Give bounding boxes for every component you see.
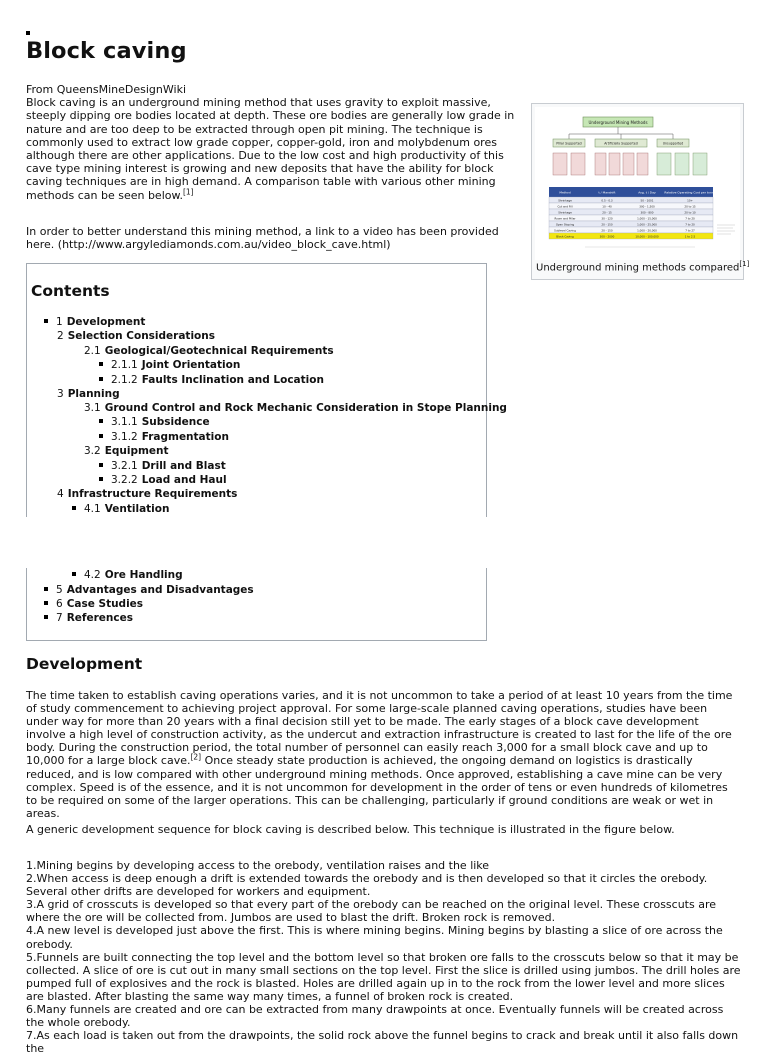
step-1: 1.Mining begins by developing access to the orebody, ventilation raises and the like xyxy=(26,859,490,872)
toc-title: Contents xyxy=(31,282,110,300)
svg-text:Method: Method xyxy=(559,190,571,195)
toc-item-7[interactable]: 7 References xyxy=(44,612,133,625)
svg-text:300 - 2000: 300 - 2000 xyxy=(599,234,615,239)
svg-text:7 to 27: 7 to 27 xyxy=(685,228,695,233)
svg-text:50 - 1001: 50 - 1001 xyxy=(640,198,654,203)
svg-text:Open Stoping: Open Stoping xyxy=(555,222,575,227)
svg-text:1,000 - 25,000: 1,000 - 25,000 xyxy=(637,222,657,227)
svg-text:30 - 120: 30 - 120 xyxy=(601,216,613,221)
svg-text:20 - 150: 20 - 150 xyxy=(601,222,613,227)
toc-item-4-1[interactable]: 4.1 Ventilation xyxy=(72,503,169,516)
svg-text:20 to 15: 20 to 15 xyxy=(684,204,696,209)
mining-methods-figure[interactable] xyxy=(535,107,740,260)
top-bullet-marker xyxy=(26,31,30,35)
step-4: 4.A new level is developed just above the first. This is where mining begins. Mining begins by blasting a slice of ore across the orebody. xyxy=(26,924,723,951)
mining-methods-diagram xyxy=(535,107,740,260)
svg-text:Block Caving: Block Caving xyxy=(556,234,574,239)
toc-item-2-1[interactable]: 2.1 Geological/Geotechnical Requirements xyxy=(84,345,334,357)
svg-text:Shrinkage: Shrinkage xyxy=(558,210,572,215)
lead-section xyxy=(26,83,516,202)
svg-text:Room and Pillar: Room and Pillar xyxy=(554,216,576,221)
development-heading: Development xyxy=(26,655,143,673)
development-steps xyxy=(26,859,741,1055)
step-3: 3.A grid of crosscuts is developed so that every part of the orebody can be reached on the original level. These crosscuts are where the ore will be collected from. Jumbos are used to blast the drift. Broken rock is removed. xyxy=(26,898,717,925)
svg-text:0.5 - 0.3: 0.5 - 0.3 xyxy=(601,198,613,203)
toc-item-3[interactable]: 3 Planning xyxy=(57,388,120,400)
toc-item-3-2-2[interactable]: 3.2.2 Load and Haul xyxy=(99,474,227,487)
svg-text:1,000 - 15,000: 1,000 - 15,000 xyxy=(637,216,657,221)
development-paragraph-2: A generic development sequence for block caving is described below. This technique is illustrated in the figure below. xyxy=(26,823,675,836)
dev-reference-link[interactable]: [2] xyxy=(190,752,202,762)
svg-text:Sublevel Caving: Sublevel Caving xyxy=(554,228,576,233)
intro-paragraph xyxy=(26,96,516,202)
toc-item-2-1-1[interactable]: 2.1.1 Joint Orientation xyxy=(99,359,240,372)
toc-item-1[interactable]: 1 Development xyxy=(44,316,145,329)
diagram-root-label: Underground Mining Methods xyxy=(588,120,648,125)
step-2: 2.When access is deep enough a drift is extended towards the orebody and is then developed so that it circles the orebody. Several other drifts are developed for workers and equipment. xyxy=(26,872,708,899)
intro-reference-link[interactable]: [1] xyxy=(182,186,194,196)
svg-text:10 - 40: 10 - 40 xyxy=(602,204,612,209)
source-line: From QueensMineDesignWiki xyxy=(26,83,186,96)
step-5: 5.Funnels are built connecting the top level and the bottom level so that broken ore falls to the crosscuts below so that it may be collected. A slice of ore is cut out in many small sections on the top level. First the slice is drilled using jumbos. The drill holes are pumped full of explosives and the rock is blasted. Holes are drilled again up in to the rock from the lower level and more slices are blasted. After blasting the same way many times, a funnel of broken rock is created. xyxy=(26,950,741,1003)
group-label-artificial: Artificially Supported xyxy=(604,141,638,146)
development-paragraph-1: The time taken to establish caving operations varies, and it is not uncommon to take a period of at least 10 years from the time of study commencement to achieving project approval. For some large-scale planned caving operations, studies have been under way for more than 20 years with a final decision still yet to be made. The early stages of a block cave development involve a high level of construction activity, as the undercut and extraction infrastructure is created to last for the life of the ore body. During the construction period, the total number of personnel can easily reach 3,000 for a small block cave and up to 10,000 for a large block cave.[2] Once steady state production is achieved, the ongoing demand on logistics is drastically reduced, and is low compared with other underground mining methods. Once approved, establishing a cave mine can be very complex. Speed is of the essence, and it is not uncommon for development in the order of tens or even hundreds of kilometres to be required on some of the larger operations. This can be challenging, particularly if ground conditions are weak or wet in areas. xyxy=(26,689,733,820)
page-title: Block caving xyxy=(26,38,187,64)
toc-item-4[interactable]: 4 Infrastructure Requirements xyxy=(57,488,238,500)
svg-text:Avg. t / Day: Avg. t / Day xyxy=(638,190,656,195)
svg-text:7 to 20: 7 to 20 xyxy=(685,222,695,227)
svg-text:10,000 - 100,000: 10,000 - 100,000 xyxy=(635,234,659,239)
intro-text: Block caving is an underground mining method that uses gravity to exploit massive, steeply dipping ore bodies located at depth. These ore bodies are generally low grade in nature and are too deep to be extracted through open pit mining. The technique is commonly used to extract low grade copper, copper-gold, iron and molybdenum ores although there are other applications. Due to the low cost and high productivity of this cave type mining interest is growing and new deposits that have the ability for block caving techniques are in high demand. A comparison table with various other mining methods can be seen below. xyxy=(26,96,515,202)
svg-text:Relative Operating Cost per to: Relative Operating Cost per tonne xyxy=(664,190,716,195)
caption-reference-link[interactable]: [1] xyxy=(739,260,750,268)
toc-item-3-1-1[interactable]: 3.1.1 Subsidence xyxy=(99,416,210,429)
toc-item-2-1-2[interactable]: 2.1.2 Faults Inclination and Location xyxy=(99,374,324,387)
svg-text:300 - 1,500: 300 - 1,500 xyxy=(639,204,655,209)
toc-item-6[interactable]: 6 Case Studies xyxy=(44,598,143,611)
toc-item-3-2-1[interactable]: 3.2.1 Drill and Blast xyxy=(99,460,226,473)
svg-text:7 to 20: 7 to 20 xyxy=(685,216,695,221)
svg-text:20 to 10: 20 to 10 xyxy=(684,210,696,215)
video-link-paragraph: In order to better understand this mining method, a link to a video has been provided here. (http://www.argylediamonds.com.au/video_block_cave.html) xyxy=(26,225,499,252)
figure-thumbnail[interactable] xyxy=(531,103,750,280)
svg-text:10+: 10+ xyxy=(687,198,693,203)
toc-item-3-1[interactable]: 3.1 Ground Control and Rock Mechanic Consideration in Stope Planning xyxy=(84,402,507,414)
svg-text:Cut and Fill: Cut and Fill xyxy=(557,204,573,209)
svg-text:1,000 - 20,000: 1,000 - 20,000 xyxy=(637,228,657,233)
step-6: 6.Many funnels are created and ore can be extracted from many drawpoints at once. Eventually funnels will be created across the whole orebody. xyxy=(26,1003,724,1030)
group-label-pillar: Pillar Supported xyxy=(556,141,582,146)
toc-item-5[interactable]: 5 Advantages and Disadvantages xyxy=(44,584,254,597)
svg-text:1 to 2.5: 1 to 2.5 xyxy=(684,234,696,239)
toc-item-2[interactable]: 2 Selection Considerations xyxy=(57,330,215,342)
toc-item-3-1-2[interactable]: 3.1.2 Fragmentation xyxy=(99,431,229,444)
toc-item-3-2[interactable]: 3.2 Equipment xyxy=(84,445,169,457)
svg-text:300 - 800: 300 - 800 xyxy=(640,210,654,215)
svg-text:t / Manshift: t / Manshift xyxy=(598,190,616,195)
toc-item-4-2[interactable]: 4.2 Ore Handling xyxy=(72,569,183,582)
step-7: 7.As each load is taken out from the drawpoints, the solid rock above the funnel begins to crack and break until it also falls down the xyxy=(26,1029,739,1055)
group-label-unsupported: Unsupported xyxy=(662,141,684,146)
svg-text:20 - 15: 20 - 15 xyxy=(602,210,612,215)
svg-text:Shrinkage: Shrinkage xyxy=(558,198,572,203)
svg-text:20 - 150: 20 - 150 xyxy=(601,228,613,233)
figure-caption: Underground mining methods compared[1] xyxy=(536,260,750,274)
